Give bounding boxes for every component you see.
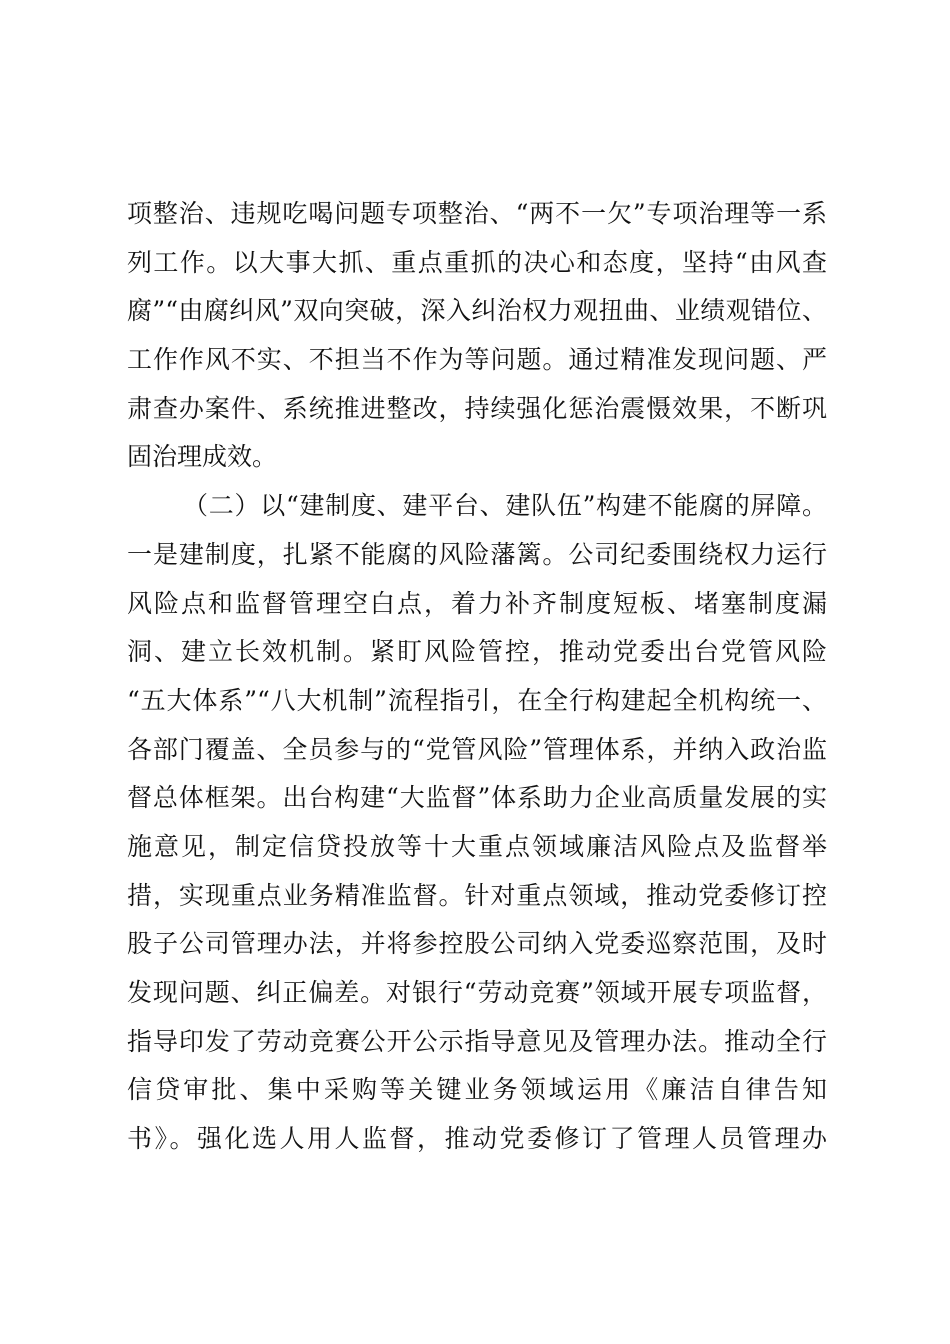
text-line: 措，实现重点业务精准监督。针对重点领域，推动党委修订控: [127, 880, 827, 910]
text-line: 督总体框架。出台构建“大监督”体系助力企业高质量发展的实: [127, 783, 827, 813]
section-heading-line: （二）以“建制度、建平台、建队伍”构建不能腐的屏障。: [183, 491, 827, 521]
text-line: “五大体系”“八大机制”流程指引，在全行构建起全机构统一、: [127, 685, 827, 715]
text-line: 腐”“由腐纠风”双向突破，深入纠治权力观扭曲、业绩观错位、: [127, 296, 827, 326]
text-line: 工作作风不实、不担当不作为等问题。通过精准发现问题、严: [127, 345, 827, 375]
text-line: 发现问题、纠正偏差。对银行“劳动竞赛”领域开展专项监督，: [127, 978, 827, 1007]
text-line: 固治理成效。: [127, 442, 278, 472]
text-line: 指导印发了劳动竞赛公开公示指导意见及管理办法。推动全行: [127, 1026, 827, 1056]
text-line: 洞、建立长效机制。紧盯风险管控，推动党委出台党管风险: [127, 637, 827, 667]
text-line: 信贷审批、集中采购等关键业务领域运用《廉洁自律告知: [127, 1075, 827, 1105]
text-line: 一是建制度，扎紧不能腐的风险藩篱。公司纪委围绕权力运行: [127, 539, 827, 569]
paragraph-2: [127, 482, 827, 1164]
document-body: [127, 190, 827, 1164]
paragraph-1: [127, 190, 827, 482]
text-line: 各部门覆盖、全员参与的“党管风险”管理体系，并纳入政治监: [127, 734, 827, 764]
text-line: 肃查办案件、系统推进整改，持续强化惩治震慑效果，不断巩: [127, 393, 827, 423]
text-line: 项整治、违规吃喝问题专项整治、“两不一欠”专项治理等一系: [127, 199, 827, 228]
text-line: 股子公司管理办法，并将参控股公司纳入党委巡察范围，及时: [127, 929, 827, 959]
text-line: 风险点和监督管理空白点，着力补齐制度短板、堵塞制度漏: [127, 588, 827, 618]
text-line: 施意见，制定信贷投放等十大重点领域廉洁风险点及监督举: [127, 831, 827, 861]
text-line: 列工作。以大事大抓、重点重抓的决心和态度，坚持“由风查: [127, 247, 827, 277]
text-line: 书》。强化选人用人监督，推动党委修订了管理人员管理办: [127, 1124, 827, 1154]
